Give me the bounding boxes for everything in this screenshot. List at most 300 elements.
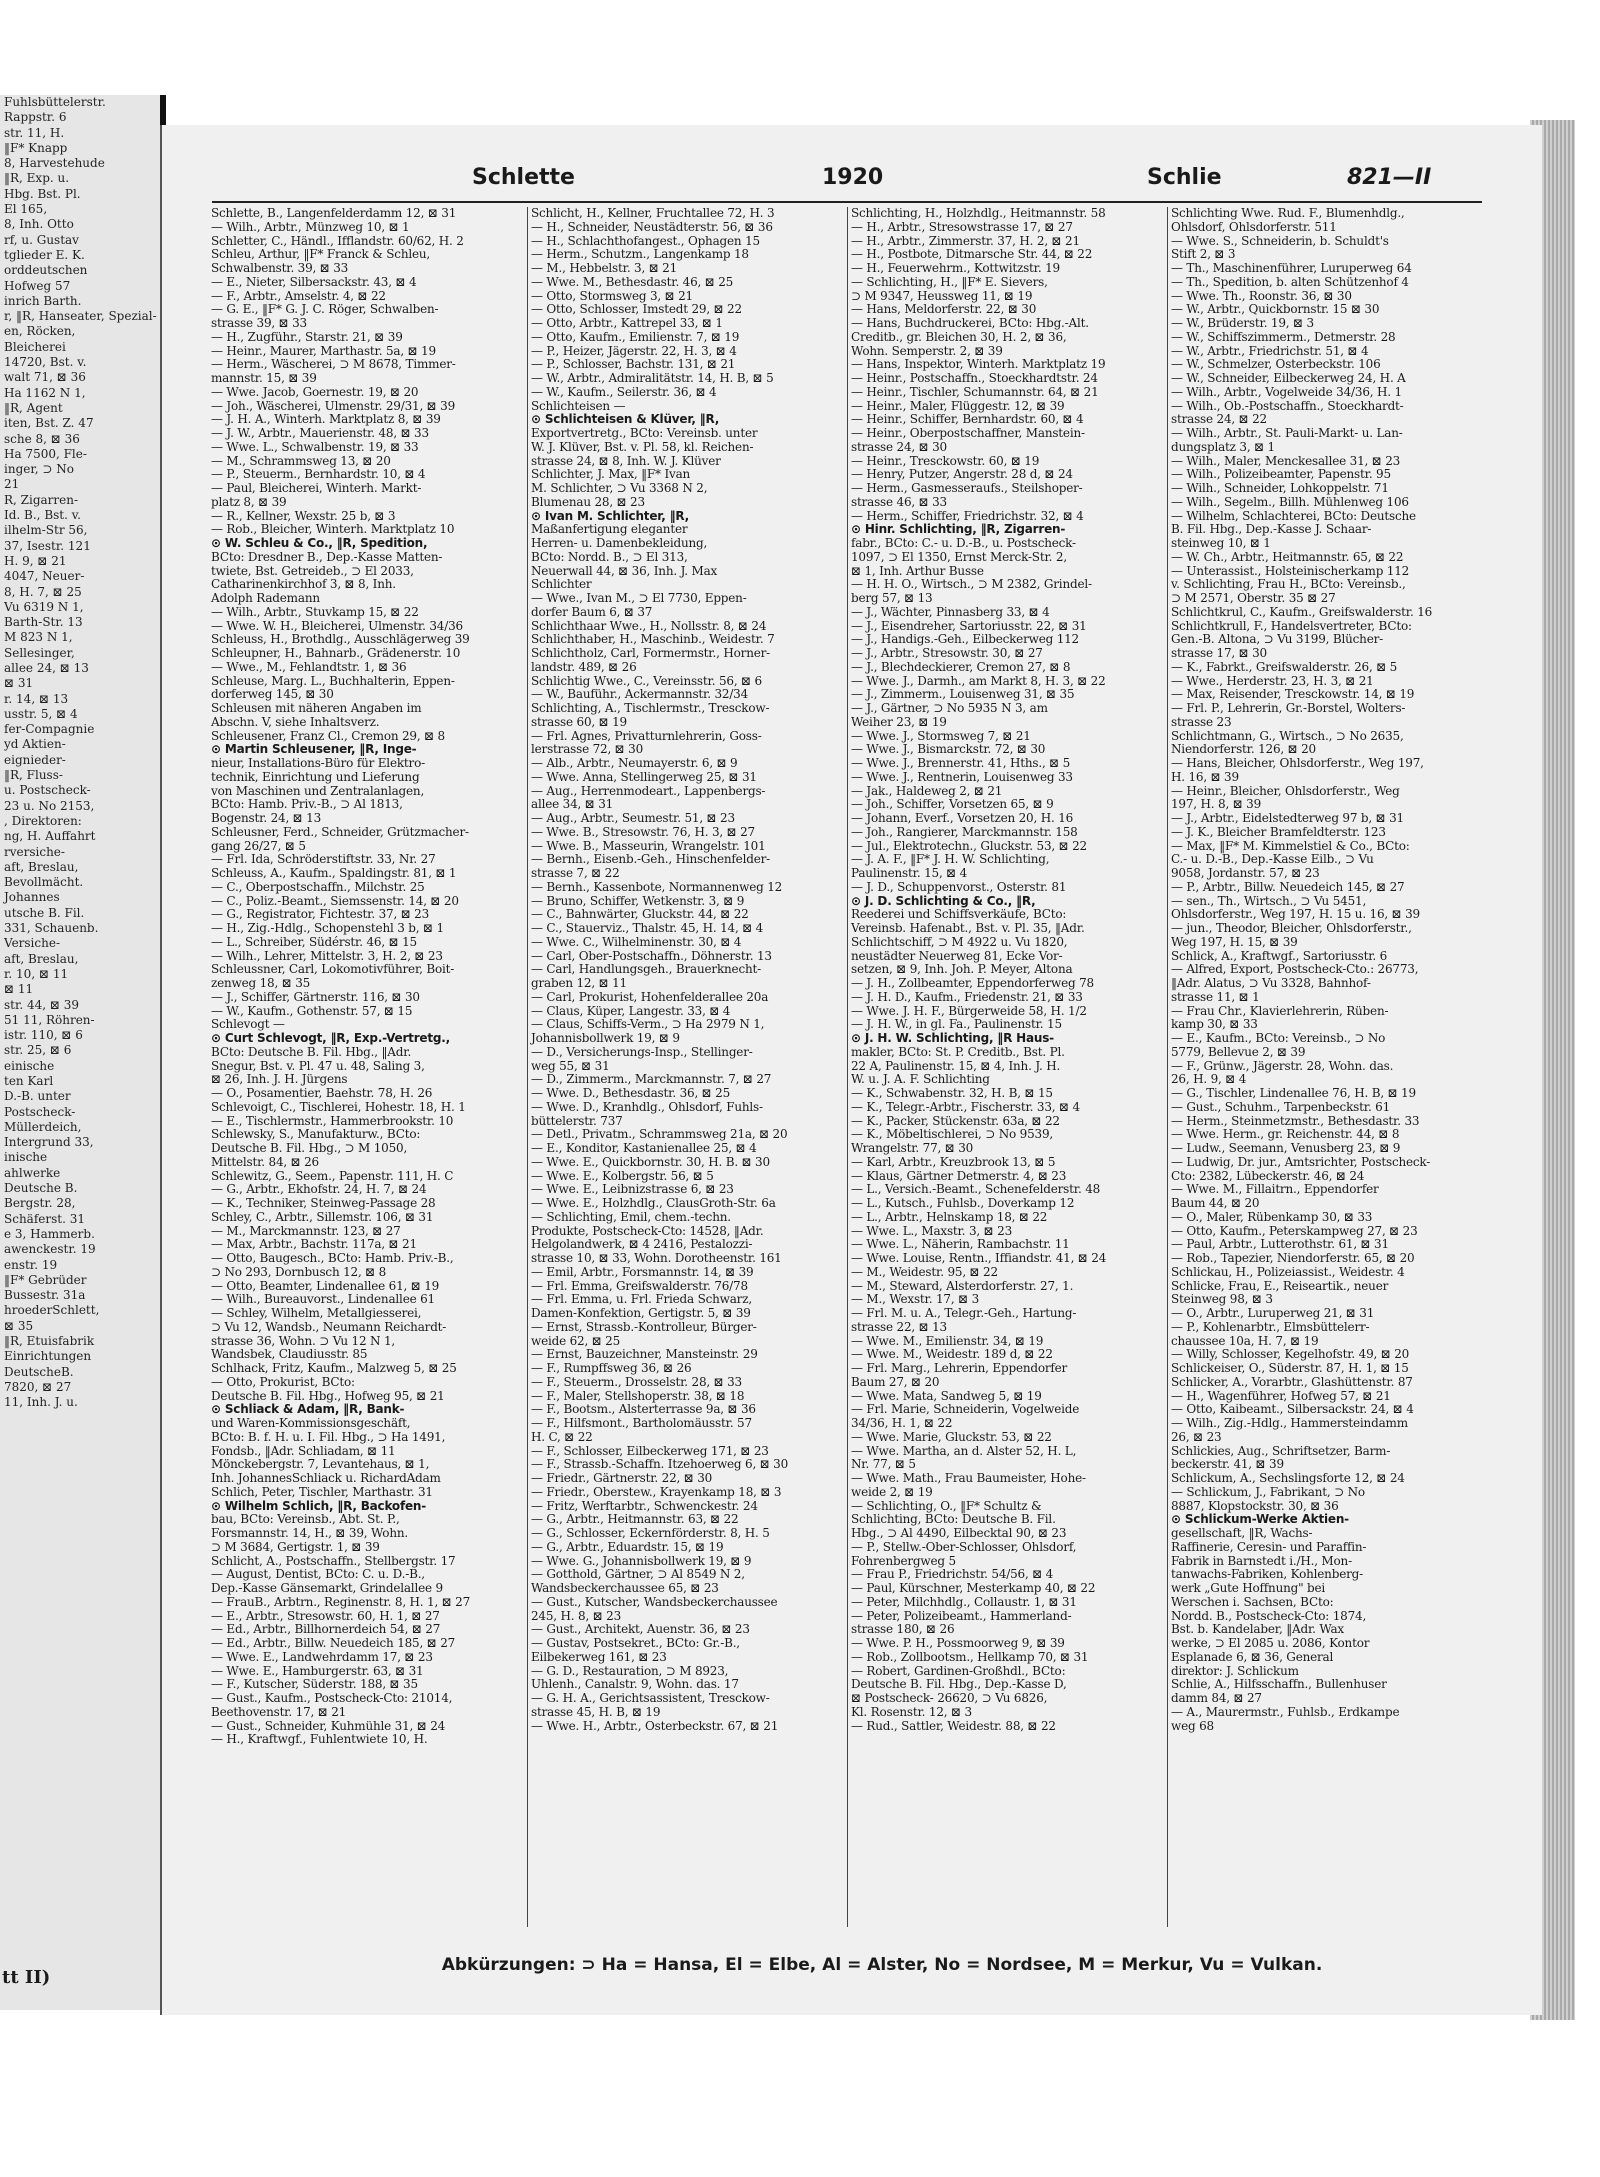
directory-entry: — G., Registrator, Fichtestr. 37, ⊠ 23 [211, 907, 430, 922]
directory-entry: — Wilh., Ob.-Postschaffn., Stoeckhardt- [1171, 398, 1404, 413]
left-page-line: Johannes [4, 890, 60, 905]
directory-entry: — Wwe. M., Weidestr. 189 d, ⊠ 22 [851, 1347, 1053, 1362]
directory-entry: beckerstr. 41, ⊠ 39 [1171, 1457, 1284, 1472]
directory-entry: — Hans, Buchdruckerei, BCto: Hbg.-Alt. [851, 316, 1089, 330]
left-page-line: 4047, Neuer- [4, 569, 85, 584]
directory-entry: — K., Packer, Stückenstr. 63a, ⊠ 22 [851, 1113, 1060, 1128]
directory-entry: chaussee 10a, H. 7, ⊠ 19 [1171, 1333, 1319, 1348]
left-page-line: Vu 6319 N 1, [4, 599, 84, 614]
directory-entry: — Otto, Beamter, Lindenallee 61, ⊠ 19 [211, 1278, 440, 1293]
directory-entry: makler, BCto: St. P. Creditb., Bst. Pl. [851, 1044, 1065, 1059]
directory-entry: H. 16, ⊠ 39 [1171, 769, 1239, 784]
directory-entry: — Claus, Schiffs-Verm., ⊃ Ha 2979 N 1, [531, 1017, 765, 1032]
directory-entry: strasse 60, ⊠ 19 [531, 714, 627, 729]
directory-entry: Schlichting, BCto: Deutsche B. Fil. [851, 1512, 1056, 1527]
directory-entry: — Wwe. M., Fillaitrn., Eppendorfer [1171, 1182, 1379, 1197]
directory-entry: steinweg 10, ⊠ 1 [1171, 536, 1271, 550]
directory-entry: — Wilh., Arbtr., Stuvkamp 15, ⊠ 22 [211, 604, 419, 619]
directory-entry: — H., Zig.-Hdlg., Schopenstehl 3 b, ⊠ 1 [211, 921, 444, 935]
directory-entry: Baum 44, ⊠ 20 [1171, 1196, 1260, 1210]
directory-entry: — Heinr., Maler, Flüggestr. 12, ⊠ 39 [851, 398, 1065, 413]
directory-entry: — Frl. Marg., Lehrerin, Eppendorfer [851, 1361, 1068, 1375]
left-page-line: Bergstr. 28, [4, 1196, 76, 1211]
left-page-line: iten, Bst. Z. 47 [4, 416, 94, 431]
directory-entry: bau, BCto: Vereinsb., Abt. St. P., [211, 1512, 400, 1527]
directory-entry: Deutsche B. Fil. Hbg., Hofweg 95, ⊠ 21 [211, 1388, 445, 1403]
left-page-line: ⊠ 11 [4, 982, 34, 997]
directory-entry: Deutsche B. Fil. Hbg., Dep.-Kasse D, [851, 1677, 1067, 1692]
directory-entry: ⊃ No 293, Dornbusch 12, ⊠ 8 [211, 1264, 387, 1279]
directory-entry: — Friedr., Oberstew., Krayenkamp 18, ⊠ 3 [531, 1484, 782, 1499]
directory-entry: — Heinr., Schiffer, Bernhardstr. 60, ⊠ 4 [851, 412, 1084, 427]
directory-entry: — H., Kraftwgf., Fuhlentwiete 10, H. [211, 1732, 428, 1747]
directory-entry: strasse 36, Wohn. ⊃ Vu 12 N 1, [211, 1333, 395, 1348]
directory-entry: — Wwe. L., Näherin, Rambachstr. 11 [851, 1237, 1070, 1252]
directory-entry: — Wwe., Ivan M., ⊃ El 7730, Eppen- [531, 591, 747, 605]
directory-entry: — A., Maurermstr., Fuhlsb., Erdkampe [1171, 1704, 1400, 1719]
directory-entry: Wrangelstr. 77, ⊠ 30 [851, 1141, 974, 1155]
directory-entry: — P., Arbtr., Billw. Neuedeich 145, ⊠ 27 [1171, 879, 1405, 894]
directory-entry: Schlichting, A., Tischlermstr., Tresckow- [531, 701, 770, 715]
header-last-entry: Schlie [1147, 165, 1222, 190]
directory-entry: — J., Gärtner, ⊃ No 5935 N 3, am [851, 701, 1048, 715]
directory-entry: Schlichtig Wwe., C., Vereinsstr. 56, ⊠ 6 [531, 673, 762, 688]
left-page-line: einische [4, 1058, 55, 1073]
directory-entry: ⊃ M 2571, Oberstr. 35 ⊠ 27 [1171, 591, 1336, 605]
directory-entry: Mönckebergstr. 7, Levantehaus, ⊠ 1, [211, 1457, 430, 1472]
directory-entry: — C., Poliz.-Beamt., Siemssenstr. 14, ⊠ 20 [211, 893, 459, 908]
directory-entry: — Wwe. L., Maxstr. 3, ⊠ 23 [851, 1223, 1013, 1238]
directory-entry: — Wwe. W. H., Bleicherei, Ulmenstr. 34/36 [211, 618, 463, 633]
directory-entry: neustädter Neuerweg 81, Ecke Vor- [851, 948, 1063, 963]
directory-entry: — Herm., Gasmesseraufs., Steilshoper- [851, 481, 1083, 495]
directory-entry: — Rob., Bleicher, Winterh. Marktplatz 10 [211, 522, 455, 537]
directory-entry: Produkte, Postscheck-Cto: 14528, ‖Adr. [531, 1223, 764, 1238]
directory-entry: Schlie, A., Hilfsschaffn., Bullenhuser [1171, 1677, 1387, 1692]
directory-entry: — Henry, Putzer, Angerstr. 28 d, ⊠ 24 [851, 467, 1073, 482]
directory-entry: ⊙ J. H. W. Schlichting, ‖R Haus- [851, 1031, 1054, 1045]
directory-entry: Kl. Rosenstr. 12, ⊠ 3 [851, 1704, 972, 1719]
left-page-line: ‖R, Agent [4, 400, 63, 415]
directory-entry: — M., Steward, Alsterdorferstr. 27, 1. [851, 1278, 1074, 1293]
directory-entry: — J. K., Bleicher Bramfeldterstr. 123 [1171, 824, 1386, 839]
directory-entry: — Wwe. B., Stresowstr. 76, H. 3, ⊠ 27 [531, 824, 755, 839]
directory-entry: ⊙ Schliack & Adam, ‖R, Bank- [211, 1402, 405, 1417]
directory-entry: — J., Blechdeckierer, Cremon 27, ⊠ 8 [851, 659, 1071, 674]
directory-entry: Vereinsb. Hafenabt., Bst. v. Pl. 35, ‖Adr. [851, 921, 1085, 935]
directory-entry: — F., Maler, Stellshoperstr. 38, ⊠ 18 [531, 1388, 745, 1403]
directory-entry: — Wwe. Th., Roonstr. 36, ⊠ 30 [1171, 288, 1352, 303]
directory-entry: Schleussner, Carl, Lokomotivführer, Boit- [211, 962, 455, 977]
directory-entry: — E., Arbtr., Stresowstr. 60, H. 1, ⊠ 27 [211, 1608, 440, 1623]
left-page-line: fer-Compagnie [4, 722, 95, 737]
directory-entry: — Wwe. E., Landwehrdamm 17, ⊠ 23 [211, 1649, 433, 1664]
directory-entry: — Wwe. J., Rentnerin, Louisenweg 33 [851, 769, 1073, 784]
directory-entry: — Wwe. E., Leibnizstrasse 6, ⊠ 23 [531, 1182, 734, 1197]
directory-entry: — Carl, Ober-Postschaffn., Döhnerstr. 13 [531, 948, 772, 963]
directory-entry: — Herm., Steinmetzmstr., Bethesdastr. 33 [1171, 1113, 1420, 1128]
directory-entry: — Wilh., Bureauvorst., Lindenallee 61 [211, 1292, 435, 1307]
column-2 [528, 207, 848, 1927]
directory-entry: — C., Stauerviz., Thalstr. 45, H. 14, ⊠ 4 [531, 921, 764, 935]
directory-entry: — M., Hebbelstr. 3, ⊠ 21 [531, 261, 678, 275]
directory-entry: — Wwe. G., Johannisbollwerk 19, ⊠ 9 [531, 1553, 752, 1568]
left-page-line: sche 8, ⊠ 36 [4, 431, 80, 446]
directory-entry: ⊙ W. Schleu & Co., ‖R, Spedition, [211, 536, 428, 550]
directory-entry: — F., Schlosser, Eilbeckerweg 171, ⊠ 23 [531, 1443, 769, 1458]
directory-entry: — W., Kaufm., Seilerstr. 36, ⊠ 4 [531, 384, 717, 399]
directory-entry: 245, H. 8, ⊠ 23 [531, 1608, 622, 1623]
directory-entry: — Heinr., Postschaffn., Stoeckhardtstr. 24 [851, 371, 1098, 385]
directory-entry: — Wwe. E., Holzhdlg., ClausGroth-Str. 6a [531, 1196, 776, 1210]
directory-entry: — Paul, Kürschner, Mesterkamp 40, ⊠ 22 [851, 1581, 1096, 1595]
directory-entry: — Gust., Schneider, Kuhmühle 31, ⊠ 24 [211, 1718, 446, 1733]
left-page-line: en, Röcken, [4, 324, 76, 339]
directory-entry: werke, ⊃ El 2085 u. 2086, Kontor [1171, 1636, 1370, 1650]
left-page-line: 8, Harvestehude [4, 156, 105, 171]
directory-entry: — Wwe., M., Fehlandtstr. 1, ⊠ 36 [211, 659, 407, 674]
directory-entry: Damen-Konfektion, Gertigstr. 5, ⊠ 39 [531, 1306, 751, 1320]
directory-entry: Exportvertretg., BCto: Vereinsb. unter [531, 426, 758, 440]
directory-entry: Steinweg 98, ⊠ 3 [1171, 1292, 1273, 1307]
left-page-line: allee 24, ⊠ 13 [4, 660, 89, 675]
left-page-line: Id. B., Bst. v. [4, 508, 81, 523]
directory-entry: — H., Feuerwehrm., Kottwitzstr. 19 [851, 261, 1060, 275]
directory-entry: Dep.-Kasse Gänsemarkt, Grindelallee 9 [211, 1581, 443, 1595]
directory-entry: — Wwe. J. H. F., Bürgerweide 58, H. 1/2 [851, 1003, 1087, 1018]
left-page-line: ⊠ 35 [4, 1318, 34, 1333]
directory-entry: Neuerwall 44, ⊠ 36, Inh. J. Max [531, 563, 718, 578]
directory-entry: — E., Konditor, Kastanienallee 25, ⊠ 4 [531, 1141, 757, 1155]
directory-entry: — H. H. O., Wirtsch., ⊃ M 2382, Grindel- [851, 577, 1092, 592]
directory-entry: — Heinr., Oberpostschaffner, Manstein- [851, 426, 1085, 440]
directory-entry: ⊠ 26, Inh. J. H. Jürgens [211, 1072, 348, 1087]
left-page-line: 8, Inh. Otto [4, 217, 74, 232]
directory-entry: — Emil, Arbtr., Forsmannstr. 14, ⊠ 39 [531, 1264, 754, 1279]
directory-entry: kamp 30, ⊠ 33 [1171, 1017, 1258, 1032]
directory-entry: — J. H. D., Kaufm., Friedenstr. 21, ⊠ 33 [851, 989, 1083, 1004]
directory-entry: Helgolandwerk, ⊠ 4 2416, Pestalozzi- [531, 1237, 753, 1252]
directory-entry: — F., Kutscher, Süderstr. 188, ⊠ 35 [211, 1677, 418, 1692]
directory-entry: graben 12, ⊠ 11 [531, 976, 627, 990]
directory-entry: — J., Eisendreher, Sartoriusstr. 22, ⊠ 31 [851, 618, 1087, 633]
directory-entry: Fabrik in Barnstedt i./H., Mon- [1171, 1553, 1352, 1568]
directory-entry: Gen.-B. Altona, ⊃ Vu 3199, Blücher- [1171, 632, 1384, 647]
directory-entry: — Wilhelm, Schlachterei, BCto: Deutsche [1171, 508, 1416, 523]
directory-entry: — O., Arbtr., Luruperweg 21, ⊠ 31 [1171, 1306, 1375, 1320]
directory-entry: Schlhack, Fritz, Kaufm., Malzweg 5, ⊠ 25 [211, 1361, 457, 1375]
directory-entry: Inh. JohannesSchliack u. RichardAdam [211, 1471, 441, 1485]
left-page-line: ilhelm-Str 56, [4, 523, 88, 538]
directory-entry: — Gust., Schuhm., Tarpenbeckstr. 61 [1171, 1099, 1391, 1114]
directory-entry: — Paul, Arbtr., Lutterothstr. 61, ⊠ 31 [1171, 1237, 1389, 1252]
directory-entry: Schlicker, A., Vorarbtr., Glashüttenstr. 87 [1171, 1374, 1413, 1389]
directory-entry: BCto: Deutsche B. Fil. Hbg., ‖Adr. [211, 1044, 412, 1059]
directory-entry: — Detl., Privatm., Schrammsweg 21a, ⊠ 20 [531, 1127, 788, 1142]
directory-entry: Schlichtkrul, C., Kaufm., Greifswalderstr. 16 [1171, 604, 1433, 619]
left-page-line: r. 14, ⊠ 13 [4, 691, 69, 706]
directory-entry: Schlewitz, G., Seem., Papenstr. 111, H. C [211, 1168, 454, 1183]
left-page-line: aft, Breslau, [4, 951, 79, 966]
directory-entry: — Wwe. Herm., gr. Reichenstr. 44, ⊠ 8 [1171, 1127, 1400, 1142]
page-header [162, 165, 1542, 201]
directory-entry: von Maschinen und Zentralanlagen, [211, 783, 425, 798]
directory-entry: — Schley, Wilhelm, Metallgiesserei, [211, 1306, 422, 1320]
left-page-line: rversiche- [4, 844, 65, 859]
directory-entry: nieur, Installations-Büro für Elektro- [211, 756, 425, 770]
directory-entry: — Wilh., Lehrer, Mittelstr. 3, H. 2, ⊠ 23 [211, 948, 443, 963]
directory-entry: — Otto, Schlosser, Imstedt 29, ⊠ 22 [531, 302, 742, 317]
directory-entry: — FrauB., Arbtrn., Reginenstr. 8, H. 1, ⊠ 27 [211, 1594, 471, 1609]
directory-entry: — Wwe. S., Schneiderin, b. Schuldt's [1171, 233, 1389, 248]
directory-entry: Ohlsdorferstr., Weg 197, H. 15 u. 16, ⊠ 39 [1171, 907, 1420, 922]
directory-entry: platz 8, ⊠ 39 [211, 494, 287, 509]
left-page-line: Bleicherei [4, 339, 66, 354]
directory-entry: Schleupner, H., Bahnarb., Grädenerstr. 10 [211, 646, 461, 660]
left-page-line: Fuhlsbüttelerstr. [4, 95, 106, 109]
directory-entry: — Carl, Prokurist, Hohenfelderallee 20a [531, 989, 769, 1004]
directory-entry: — Wilh., Arbtr., St. Pauli-Markt- u. Lan- [1171, 426, 1403, 440]
directory-entry: — P., Schlosser, Bachstr. 131, ⊠ 21 [531, 357, 736, 372]
directory-entry: — Hans, Bleicher, Ohlsdorferstr., Weg 197, [1171, 756, 1424, 770]
left-page-line: ten Karl [4, 1074, 54, 1088]
directory-entry: Schlickies, Aug., Schriftsetzer, Barm- [1171, 1443, 1391, 1458]
directory-entry: — E., Nieter, Silbersackstr. 43, ⊠ 4 [211, 274, 417, 289]
directory-entry: BCto: Hamb. Priv.-B., ⊃ Al 1813, [211, 797, 403, 812]
directory-entry: — Rob., Tapezier, Niendorferstr. 65, ⊠ 20 [1171, 1251, 1415, 1265]
directory-entry: Schlichter [531, 577, 592, 592]
directory-entry: Schleuss, H., Brothdlg., Ausschlägerweg 39 [211, 632, 470, 647]
directory-entry: — Johann, Everf., Vorsetzen 20, H. 16 [851, 811, 1074, 825]
directory-entry: Schlicht, H., Kellner, Fruchtallee 72, H. 3 [531, 207, 775, 220]
directory-entry: Schlichtschiff, ⊃ M 4922 u. Vu 1820, [851, 934, 1068, 949]
directory-entry: tanwachs-Fabriken, Kohlenberg- [1171, 1567, 1363, 1582]
directory-entry: — G., Tischler, Lindenallee 76, H. B, ⊠ 19 [1171, 1086, 1416, 1100]
directory-entry: — G., Arbtr., Heitmannstr. 63, ⊠ 22 [531, 1512, 739, 1527]
directory-entry: — Max, Arbtr., Bachstr. 117a, ⊠ 21 [211, 1237, 417, 1252]
directory-entry: Schlichting, H., Holzhdlg., Heitmannstr. 58 [851, 207, 1106, 220]
directory-entry: — Ed., Arbtr., Billw. Neuedeich 185, ⊠ 27 [211, 1636, 456, 1650]
directory-entry: — Frl. Ida, Schröderstiftstr. 33, Nr. 27 [211, 852, 436, 867]
directory-entry: — August, Dentist, BCto: C. u. D.-B., [211, 1567, 425, 1582]
left-page-line: inger, ⊃ No [4, 462, 74, 477]
directory-entry: — H., Schneider, Neustädterstr. 56, ⊠ 36 [531, 219, 773, 234]
directory-entry: ⊙ Wilhelm Schlich, ‖R, Backofen- [211, 1498, 427, 1513]
left-page-line: 51 11, Röhren- [4, 1012, 95, 1027]
directory-entry: — Joh., Schiffer, Vorsetzen 65, ⊠ 9 [851, 797, 1054, 812]
directory-entry: Ohlsdorf, Ohlsdorferstr. 511 [1171, 219, 1337, 234]
directory-entry: Schlichtholz, Carl, Formermstr., Horner- [531, 646, 771, 660]
directory-entry: Schlichthaber, H., Maschinb., Weidestr. 7 [531, 632, 775, 647]
directory-entry: — Claus, Küper, Langestr. 33, ⊠ 4 [531, 1003, 731, 1018]
left-page-line: Hbg. Bst. Pl. [4, 186, 81, 201]
directory-entry: — H., Arbtr., Zimmerstr. 37, H. 2, ⊠ 21 [851, 233, 1080, 248]
directory-entry: — Herm., Schiffer, Friedrichstr. 32, ⊠ 4 [851, 508, 1084, 523]
directory-entry: Schleusner, Ferd., Schneider, Grützmacher- [211, 824, 469, 839]
directory-entry: — F., Hilfsmont., Bartholomäusstr. 57 [531, 1416, 752, 1430]
directory-entry: Beethovenstr. 17, ⊠ 21 [211, 1704, 347, 1719]
directory-entry: Schlichtmann, G., Wirtsch., ⊃ No 2635, [1171, 728, 1404, 743]
directory-entry: fabr., BCto: C.- u. D.-B., u. Postscheck- [851, 536, 1076, 550]
directory-entry: — Wwe. D., Kranhdlg., Ohlsdorf, Fuhls- [531, 1099, 763, 1114]
left-page-line: , Direktoren: [4, 813, 82, 828]
left-page-line: 14720, Bst. v. [4, 355, 87, 370]
directory-entry: — J. D., Schuppenvorst., Osterstr. 81 [851, 879, 1067, 894]
directory-entry: — Frau Chr., Klavierlehrerin, Rüben- [1171, 1003, 1389, 1018]
directory-entry: Schleuss, A., Kaufm., Spaldingstr. 81, ⊠ 1 [211, 866, 457, 880]
directory-entry: — Bruno, Schiffer, Wetkenstr. 3, ⊠ 9 [531, 893, 745, 908]
directory-entry: — Otto, Baugesch., BCto: Hamb. Priv.-B., [211, 1251, 454, 1265]
left-page-line: enstr. 19 [4, 1257, 58, 1272]
directory-entry: — Karl, Arbtr., Kreuzbrook 13, ⊠ 5 [851, 1154, 1056, 1169]
directory-entry: — Frl. Agnes, Privatturnlehrerin, Goss- [531, 728, 762, 743]
left-page-line: awenckestr. 19 [4, 1242, 96, 1257]
directory-entry: — R., Kellner, Wexstr. 25 b, ⊠ 3 [211, 508, 396, 523]
directory-entry: — Wwe. Math., Frau Baumeister, Hohe- [851, 1471, 1086, 1485]
left-page-line: Ha 7500, Fle- [4, 446, 87, 461]
directory-entry: BCto: Nordd. B., ⊃ El 313, [531, 549, 688, 564]
directory-entry: — Schlichting, Emil, chem.-techn. [531, 1209, 731, 1224]
left-page-line: 37, Isestr. 121 [4, 538, 91, 553]
directory-entry: — Heinr., Bleicher, Ohlsdorferstr., Weg [1171, 783, 1400, 798]
directory-entry: ⊙ Curt Schlevogt, ‖R, Exp.-Vertretg., [211, 1031, 451, 1045]
page-number: 821—II [1347, 165, 1432, 190]
left-page-line: ng, H. Auffahrt [4, 829, 96, 844]
directory-entry: büttelerstr. 737 [531, 1113, 623, 1128]
directory-entry: — C., Bahnwärter, Gluckstr. 44, ⊠ 22 [531, 907, 749, 922]
directory-entry: — G., Arbtr., Eduardstr. 15, ⊠ 19 [531, 1539, 724, 1554]
directory-entry: — Wwe. E., Kolbergstr. 56, ⊠ 5 [531, 1168, 714, 1183]
directory-entry: — J., Handigs.-Geh., Eilbeckerweg 112 [851, 632, 1079, 647]
directory-entry: Raffinerie, Ceresin- und Paraffin- [1171, 1539, 1367, 1554]
left-page-line: e 3, Hammerb. [4, 1226, 95, 1241]
left-page-line: r. 10, ⊠ 11 [4, 966, 69, 981]
directory-entry: — F., Rumpffsweg 36, ⊠ 26 [531, 1361, 692, 1375]
directory-entry: — Max, Reisender, Tresckowstr. 14, ⊠ 19 [1171, 687, 1415, 702]
directory-entry: Nordd. B., Postscheck-Cto: 1874, [1171, 1608, 1367, 1623]
directory-entry: — K., Telegr.-Arbtr., Fischerstr. 33, ⊠ 4 [851, 1099, 1080, 1114]
directory-entry: — Wwe. J., Brennerstr. 41, Hths., ⊠ 5 [851, 756, 1071, 770]
left-page-line: eignieder- [4, 752, 66, 767]
left-page-line: 11, Inh. J. u. [4, 1395, 78, 1410]
directory-entry: v. Schlichting, Frau H., BCto: Vereinsb., [1171, 577, 1406, 592]
directory-entry: — W., Schiffszimmerm., Detmerstr. 28 [1171, 329, 1396, 344]
directory-entry: strasse 45, H. B, ⊠ 19 [531, 1704, 661, 1719]
directory-entry: Bst. b. Kandelaber, ‖Adr. Wax [1171, 1622, 1344, 1637]
directory-entry: BCto: B. f. H. u. I. Fil. Hbg., ⊃ Ha 1491, [211, 1429, 446, 1444]
left-page-line: ‖R, Exp. u. [4, 171, 70, 186]
left-page-line: orddeutschen [4, 263, 88, 278]
directory-entry: — G. D., Restauration, ⊃ M 8923, [531, 1663, 729, 1678]
left-page-line: Hofweg 57 [4, 278, 71, 293]
directory-entry: ‖Adr. Alatus, ⊃ Vu 3328, Bahnhof- [1171, 976, 1371, 990]
directory-entry: Adolph Rademann [211, 591, 320, 605]
directory-entry: 5779, Bellevue 2, ⊠ 39 [1171, 1044, 1306, 1059]
directory-entry: — Aug., Herrenmodeart., Lappenbergs- [531, 783, 766, 798]
directory-entry: Fohrenbergweg 5 [851, 1553, 956, 1568]
left-page-line: aft, Breslau, [4, 859, 79, 874]
left-page-line: tglieder E. K. [4, 247, 85, 262]
directory-entry: — M., Weidestr. 95, ⊠ 22 [851, 1264, 998, 1279]
directory-entry: Creditb., gr. Bleichen 30, H. 2, ⊠ 36, [851, 329, 1067, 344]
directory-entry: — Frl. P., Lehrerin, Gr.-Borstel, Wolters- [1171, 701, 1406, 715]
directory-entry: ⊠ Postscheck- 26620, ⊃ Vu 6826, [851, 1691, 1048, 1705]
directory-entry: — H., Wagenführer, Hofweg 57, ⊠ 21 [1171, 1388, 1391, 1403]
directory-entry: — Gustav, Postsekret., BCto: Gr.-B., [531, 1636, 740, 1650]
directory-entry: — Joh., Rangierer, Marckmannstr. 158 [851, 824, 1078, 839]
left-page-line: Müllerdeich, [4, 1119, 82, 1134]
directory-entry: setzen, ⊠ 9, Inh. Joh. P. Meyer, Altona [851, 962, 1073, 977]
directory-entry: Schlichting Wwe. Rud. F., Blumenhdlg., [1171, 207, 1405, 220]
directory-entry: Wandsbek, Claudiusstr. 85 [211, 1347, 368, 1362]
directory-entry: — Wwe. M., Emilienstr. 34, ⊠ 19 [851, 1333, 1044, 1348]
directory-entry: — W., Kaufm., Gothenstr. 57, ⊠ 15 [211, 1003, 413, 1018]
directory-entry: — Wilh., Schneider, Lohkoppelstr. 71 [1171, 481, 1389, 495]
directory-entry: Schley, C., Arbtr., Sillemstr. 106, ⊠ 31 [211, 1209, 434, 1224]
directory-entry: Schletter, C., Händl., Ifflandstr. 60/62, H. 2 [211, 233, 464, 248]
directory-entry: damm 84, ⊠ 27 [1171, 1691, 1262, 1705]
directory-entry: Baum 27, ⊠ 20 [851, 1374, 940, 1389]
directory-entry: — Friedr., Gärtnerstr. 22, ⊠ 30 [531, 1471, 713, 1485]
directory-entry: — Wwe. E., Quickbornstr. 30, H. B. ⊠ 30 [531, 1154, 770, 1169]
directory-entry: — M., Schrammsweg 13, ⊠ 20 [211, 453, 391, 468]
directory-entry: — Wilh., Arbtr., Vogelweide 34/36, H. 1 [1171, 384, 1402, 399]
directory-entry: — O., Posamentier, Baehstr. 78, H. 26 [211, 1086, 433, 1100]
directory-entry: strasse 24, ⊠ 8, Inh. W. J. Klüver [531, 453, 721, 468]
directory-entry: — Bernh., Kassenbote, Normannenweg 12 [531, 879, 783, 894]
left-page-line: Deutsche B. [4, 1181, 78, 1196]
directory-entry: Wandsbeckerchaussee 65, ⊠ 23 [531, 1581, 719, 1595]
directory-entry: strasse 39, ⊠ 33 [211, 316, 307, 330]
directory-entry: — H., Postbote, Ditmarsche Str. 44, ⊠ 22 [851, 247, 1093, 262]
directory-entry: Paulinenstr. 15, ⊠ 4 [851, 866, 968, 880]
left-page-line: inrich Barth. [4, 293, 82, 308]
directory-entry: weide 62, ⊠ 25 [531, 1333, 621, 1348]
directory-entry: Uhlenh., Canalstr. 9, Wohn. das. 17 [531, 1677, 739, 1692]
directory-entry: — M., Wexstr. 17, ⊠ 3 [851, 1292, 979, 1307]
directory-entry: Schlichtkrull, F., Handelsvertreter, BCto: [1171, 618, 1412, 633]
directory-entry: ⊙ Hinr. Schlichting, ‖R, Zigarren- [851, 522, 1066, 537]
directory-entry: — P., Kohlenarbtr., Elmsbüttelerr- [1171, 1319, 1370, 1334]
directory-entry: 1097, ⊃ El 1350, Ernst Merck-Str. 2, [851, 549, 1067, 564]
directory-entry: — Th., Spedition, b. alten Schützenhof 4 [1171, 274, 1409, 289]
directory-entry: — Jak., Haldeweg 2, ⊠ 21 [851, 783, 1003, 798]
directory-entry: — Wwe. Jacob, Goernestr. 19, ⊠ 20 [211, 384, 419, 399]
directory-entry: — L., Kutsch., Fuhlsb., Doverkamp 12 [851, 1196, 1075, 1210]
directory-entry: 197, H. 8, ⊠ 39 [1171, 797, 1262, 812]
left-page-line: DeutscheB. [4, 1364, 74, 1379]
directory-entry: — Wwe. Anna, Stellingerweg 25, ⊠ 31 [531, 769, 757, 784]
directory-entry: — Gust., Kutscher, Wandsbeckerchaussee [531, 1594, 778, 1609]
directory-entry: strasse 7, ⊠ 22 [531, 866, 620, 880]
directory-entry: — Wwe. Martha, an d. Alster 52, H. L, [851, 1443, 1077, 1458]
directory-entry: Wohn. Semperstr. 2, ⊠ 39 [851, 343, 1003, 358]
left-page-line: inische [4, 1150, 48, 1165]
directory-entry: — G. E., ‖F* G. J. C. Röger, Schwalben- [211, 302, 439, 317]
column-4 [1168, 207, 1487, 1927]
directory-entry: — Wwe. E., Hamburgerstr. 63, ⊠ 31 [211, 1663, 424, 1678]
directory-entry: Schwalbenstr. 39, ⊠ 33 [211, 261, 349, 275]
left-page-line: El 165, [4, 202, 48, 217]
directory-entry: Werschen i. Sachsen, BCto: [1171, 1594, 1334, 1609]
directory-entry: berg 57, ⊠ 13 [851, 591, 933, 605]
directory-entry: — Peter, Milchhdlg., Collaustr. 1, ⊠ 31 [851, 1594, 1077, 1609]
directory-entry: — Robert, Gardinen-Großhdl., BCto: [851, 1663, 1066, 1678]
directory-entry: — Frl. Emma, Greifswalderstr. 76/78 [531, 1278, 748, 1293]
left-page-line: 7820, ⊠ 27 [4, 1379, 72, 1394]
directory-columns [208, 207, 1488, 1927]
directory-entry: — Ludw., Seemann, Venusberg 23, ⊠ 9 [1171, 1141, 1401, 1155]
